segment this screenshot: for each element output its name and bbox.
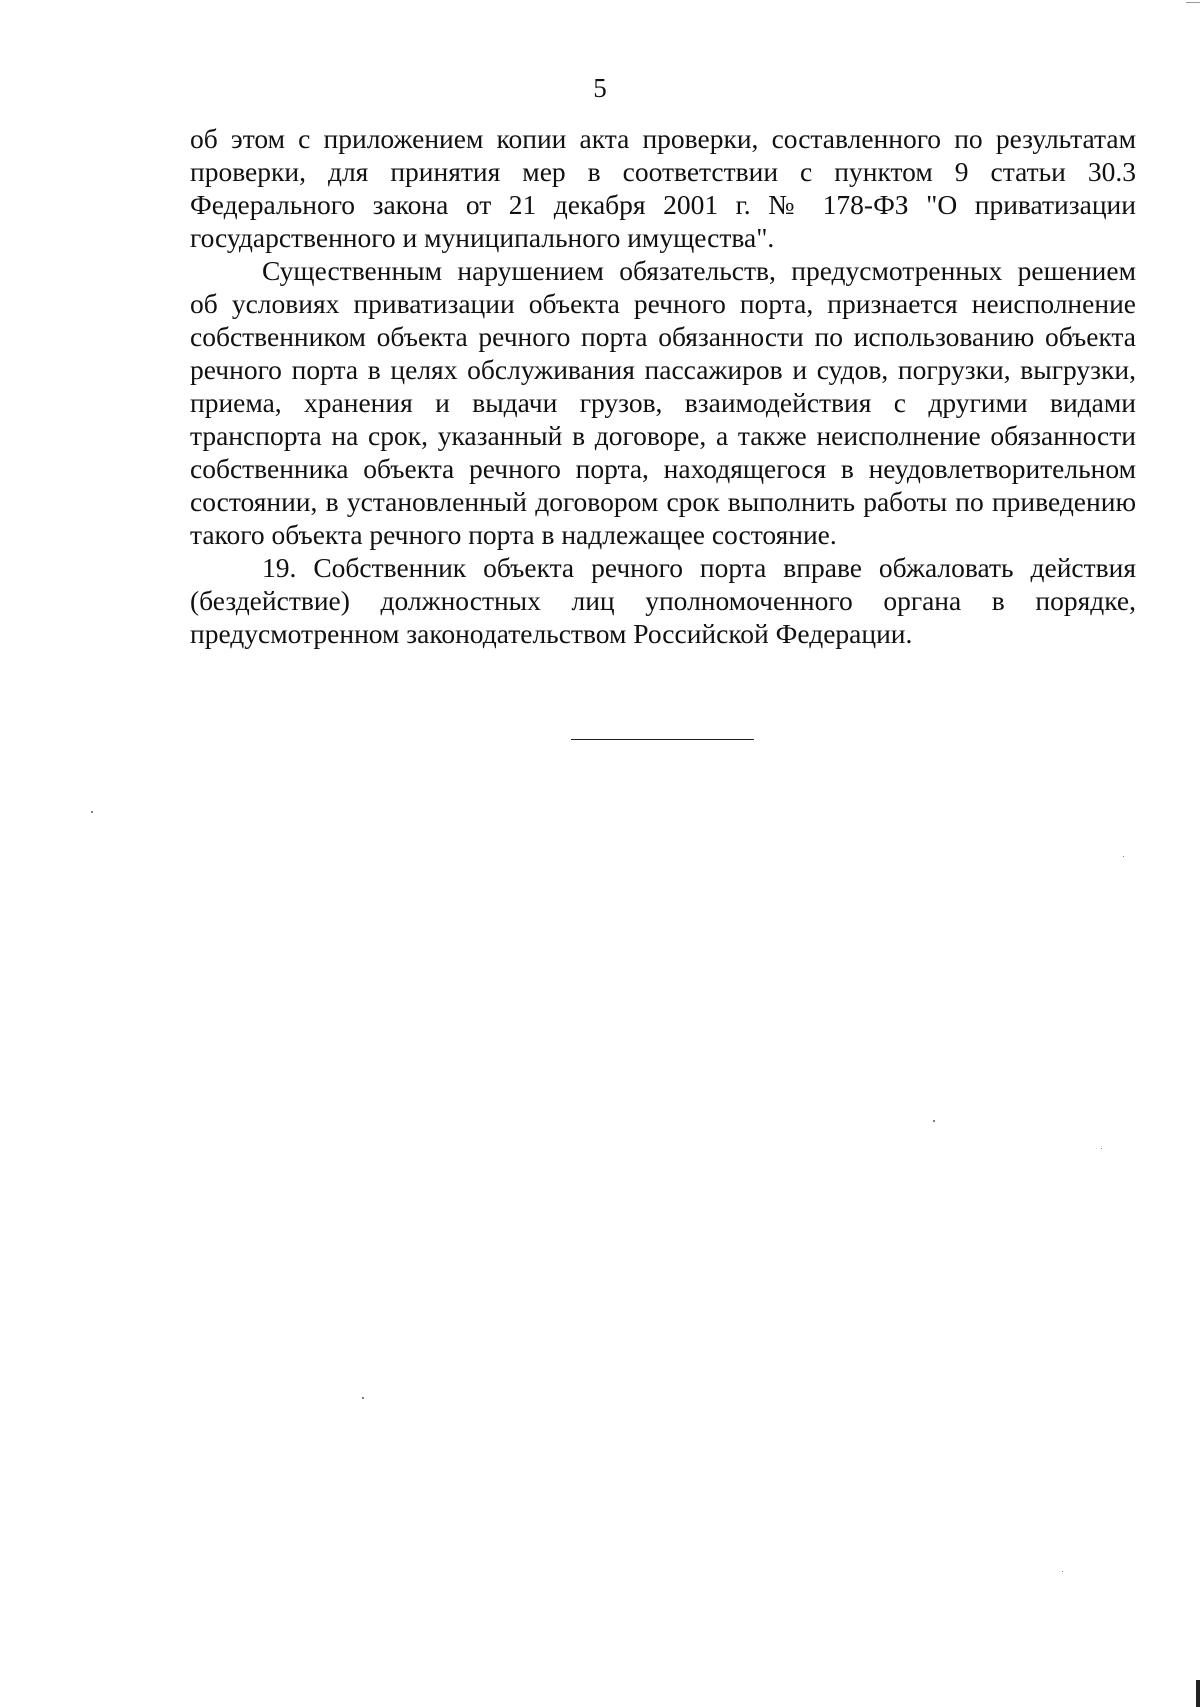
scan-speck — [91, 811, 93, 813]
paragraph-3: 19. Собственник объекта речного порта вправе обжаловать действия (бездействие) должностных лиц уполномоченного органа в порядке, предусмотренном законодательством Российской Федерации. — [190, 552, 1136, 649]
scan-edge-mark — [1186, 2, 1200, 3]
paragraph-2: Существенным нарушением обязательств, предусмотренных решением об условиях приватизации объекта речного порта, признается неисполнение собственником объекта речного порта обязанности по использованию объекта речного порта в целях обслуживания пассажиров и судов, погрузки, выгрузки, приема, хранения и выдачи грузов, взаимодействия с другими видами транспорта на срок, указанный в договоре, а также неисполнение обязанности собственника объекта речного порта, находящегося в неудовлетворительном состоянии, в установленный договором срок выполнить работы по приведению такого объекта речного порта в надлежащее состояние. — [190, 255, 1136, 550]
scan-speck — [1123, 856, 1124, 857]
scan-speck — [1062, 1571, 1063, 1572]
scan-speck — [933, 1120, 935, 1122]
page-number: 5 — [593, 73, 607, 103]
scan-speck — [1101, 1148, 1102, 1149]
paragraph-1: об этом с приложением копии акта проверки, составленного по результатам проверки, для принятия мер в соответствии с пунктом 9 статьи 30.3 Федерального закона от 21 декабря 2001 г. № 178-ФЗ "О приватизации государственного и муниципального имущества". — [190, 123, 1136, 253]
scan-edge-mark — [1196, 1680, 1200, 1707]
end-of-text-rule — [571, 739, 754, 740]
scan-speck — [362, 1397, 364, 1399]
document-body — [190, 122, 1136, 650]
